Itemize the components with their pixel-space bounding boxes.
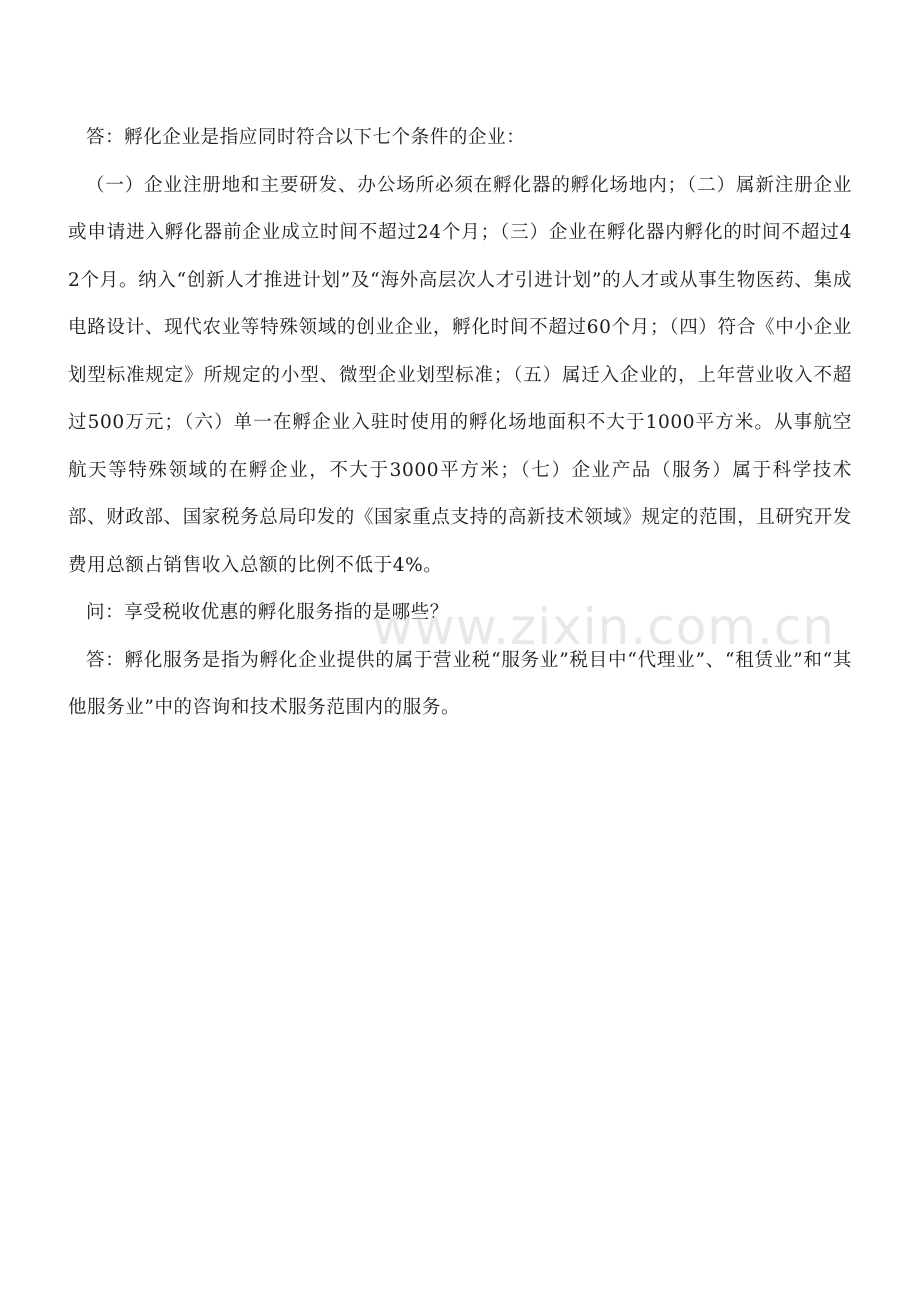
answer-paragraph-definition: 答：孵化企业是指应同时符合以下七个条件的企业： xyxy=(86,127,526,148)
question-paragraph: 问：享受税收优惠的孵化服务指的是哪些？ xyxy=(86,602,449,623)
conditions-paragraph: （一）企业注册地和主要研发、办公场所必须在孵化器的孵化场地内；（二）属新注册企业或申请进入孵化器前企业成立时间不超过24个月；（三）企业在孵化器内孵化的时间不超过42个月。纳入“创新人才推进计划”及“海外高层次人才引进计划”的人才或从事生物医药、集成电路设计、现代农业等特殊领域的创业企业，孵化时间不超过60个月；（四）符合《中小企业划型标准规定》所规定的小型、微型企业划型标准；（五）属迁入企业的，上年营业收入不超过500万元；（六）单一在孵企业入驻时使用的孵化场地面积不大于1000平方米。从事航空航天等特殊领域的在孵企业，不大于3000平方米；（七）企业产品（服务）属于科学技术部、财政部、国家税务总局印发的《国家重点支持的高新技术领域》规定的范围，且研究开发费用总额占销售收入总额的比例不低于4%。 xyxy=(68,174,852,576)
answer-paragraph-services: 答：孵化服务是指为孵化企业提供的属于营业税“服务业”税目中“代理业”、“租赁业”和“其他服务业”中的咨询和技术服务范围内的服务。 xyxy=(68,649,852,718)
watermark: www.zixin.com.cn xyxy=(372,598,836,656)
